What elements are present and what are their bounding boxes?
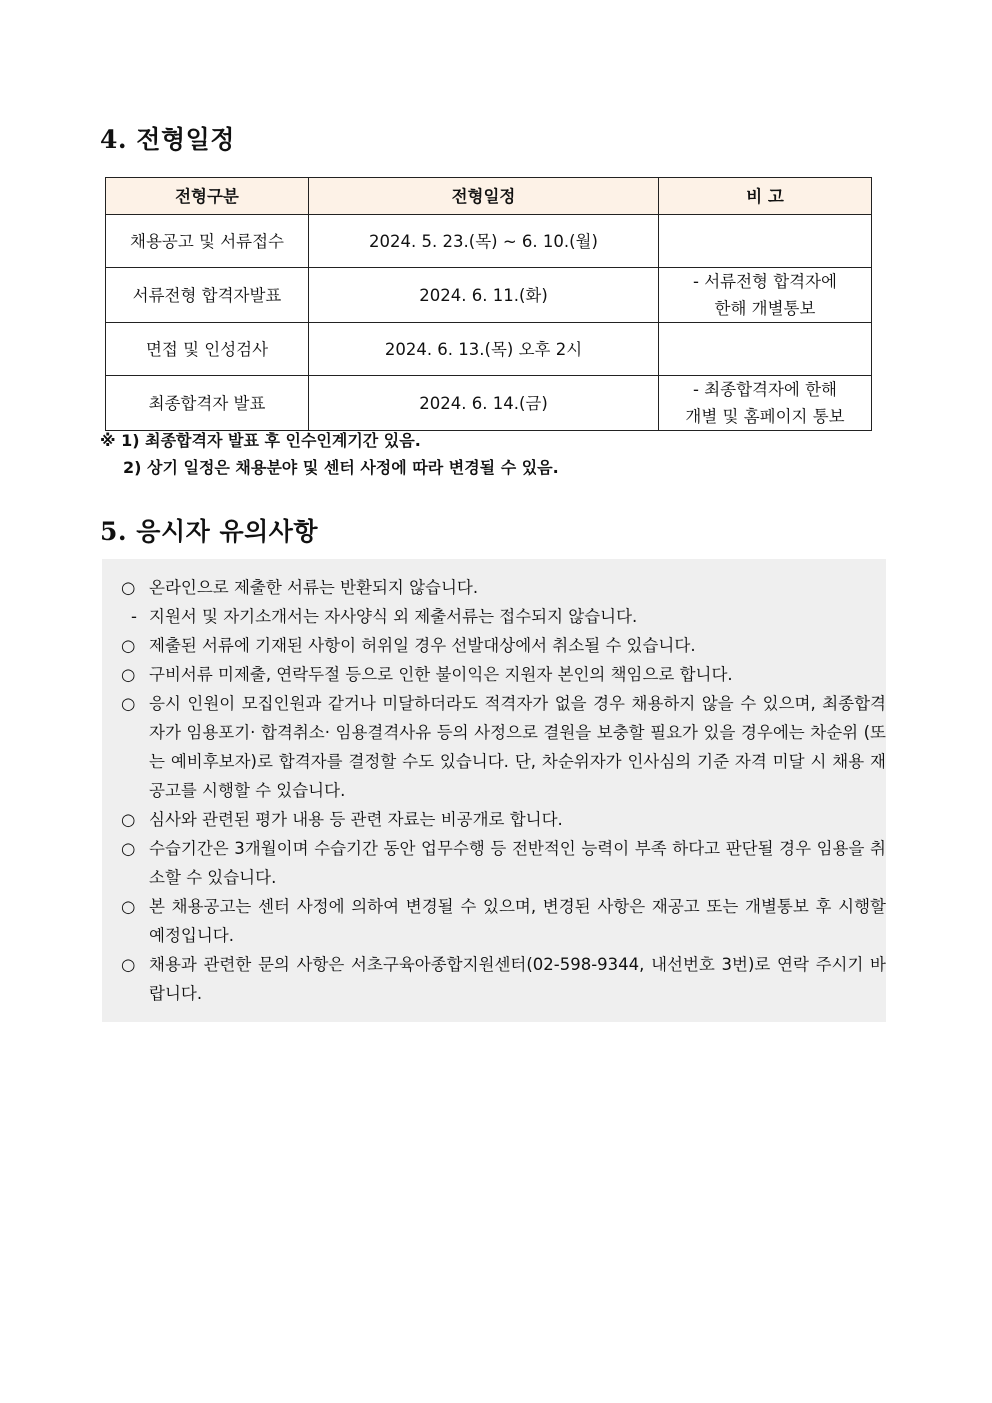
stage-cell: 서류전형 합격자발표 [106,268,309,323]
schedule-table [105,177,872,431]
table-row [106,323,872,376]
header-note: 비 고 [659,178,872,215]
date-cell: 2024. 6. 13.(목) 오후 2시 [309,323,659,376]
schedule-notes [100,427,559,481]
stage-cell: 면접 및 인성검사 [106,323,309,376]
list-item [102,834,886,892]
section-4-title: 4. 전형일정 [100,125,235,154]
circle-bullet-icon: ○ [121,839,136,858]
list-item [102,631,886,660]
list-item-text: 수습기간은 3개월이며 수습기간 동안 업무수행 등 전반적인 능력이 부족 하다고 판단될 경우 임용을 취소할 수 있습니다. [149,839,886,887]
list-item-text: 구비서류 미제출, 연락두절 등으로 인한 불이익은 지원자 본인의 책임으로 합니다. [149,665,733,684]
applicant-notice-box [102,559,886,1022]
circle-bullet-icon: ○ [121,810,136,829]
list-item [102,950,886,1008]
schedule-note-2: 2) 상기 일정은 채용분야 및 센터 사정에 따라 변경될 수 있음. [123,458,559,477]
circle-bullet-icon: ○ [121,694,136,713]
stage-cell: 채용공고 및 서류접수 [106,215,309,268]
list-item [102,892,886,950]
list-item-text: 제출된 서류에 기재된 사항이 허위일 경우 선발대상에서 취소될 수 있습니다. [149,636,696,655]
list-item [102,689,886,805]
note-cell [659,376,872,431]
list-item [102,805,886,834]
list-item [102,660,886,689]
circle-bullet-icon: ○ [121,636,136,655]
list-item-text: 지원서 및 자기소개서는 자사양식 외 제출서류는 접수되지 않습니다. [149,607,638,626]
dash-bullet-icon: - [131,607,137,626]
list-item [102,573,886,602]
note-line: - 서류전형 합격자에 [693,272,837,291]
date-cell: 2024. 5. 23.(목) ~ 6. 10.(월) [309,215,659,268]
table-row [106,376,872,431]
note-cell [659,323,872,376]
circle-bullet-icon: ○ [121,897,136,916]
circle-bullet-icon: ○ [121,665,136,684]
list-item-text: 채용과 관련한 문의 사항은 서초구육아종합지원센터(02-598-9344, 내선번호 3번)로 연락 주시기 바랍니다. [149,955,886,1003]
note-line: 개별 및 홈페이지 통보 [685,407,845,426]
circle-bullet-icon: ○ [121,578,136,597]
list-item-text: 본 채용공고는 센터 사정에 의하여 변경될 수 있으며, 변경된 사항은 재공고 또는 개별통보 후 시행할 예정입니다. [149,897,886,945]
list-item-text: 심사와 관련된 평가 내용 등 관련 자료는 비공개로 합니다. [149,810,563,829]
note-cell [659,268,872,323]
note-line: 한해 개별통보 [714,299,816,318]
date-cell: 2024. 6. 14.(금) [309,376,659,431]
list-item-text: 온라인으로 제출한 서류는 반환되지 않습니다. [149,578,479,597]
circle-bullet-icon: ○ [121,955,136,974]
list-item [102,602,886,631]
note-line: - 최종합격자에 한해 [693,380,837,399]
list-item-text: 응시 인원이 모집인원과 같거나 미달하더라도 적격자가 없을 경우 채용하지 않을 수 있으며, 최종합격자가 임용포기· 합격취소· 임용결격사유 등의 사정으로 결원을 보충할 필요가 있을 경우에는 차순위 (또는 예비후보자)로 합격자를 결정할 수도 있습니다. 단, 차순위자가 인사심의 기준 자격 미달 시 채용 재공고를 시행할 수 있습니다. [149,694,886,800]
schedule-note-1: ※ 1) 최종합격자 발표 후 인수인계기간 있음. [100,431,421,450]
header-stage: 전형구분 [106,178,309,215]
header-date: 전형일정 [309,178,659,215]
table-header-row [106,178,872,215]
table-row [106,215,872,268]
section-5-title: 5. 응시자 유의사항 [100,517,319,546]
note-cell [659,215,872,268]
date-cell: 2024. 6. 11.(화) [309,268,659,323]
stage-cell: 최종합격자 발표 [106,376,309,431]
table-row [106,268,872,323]
